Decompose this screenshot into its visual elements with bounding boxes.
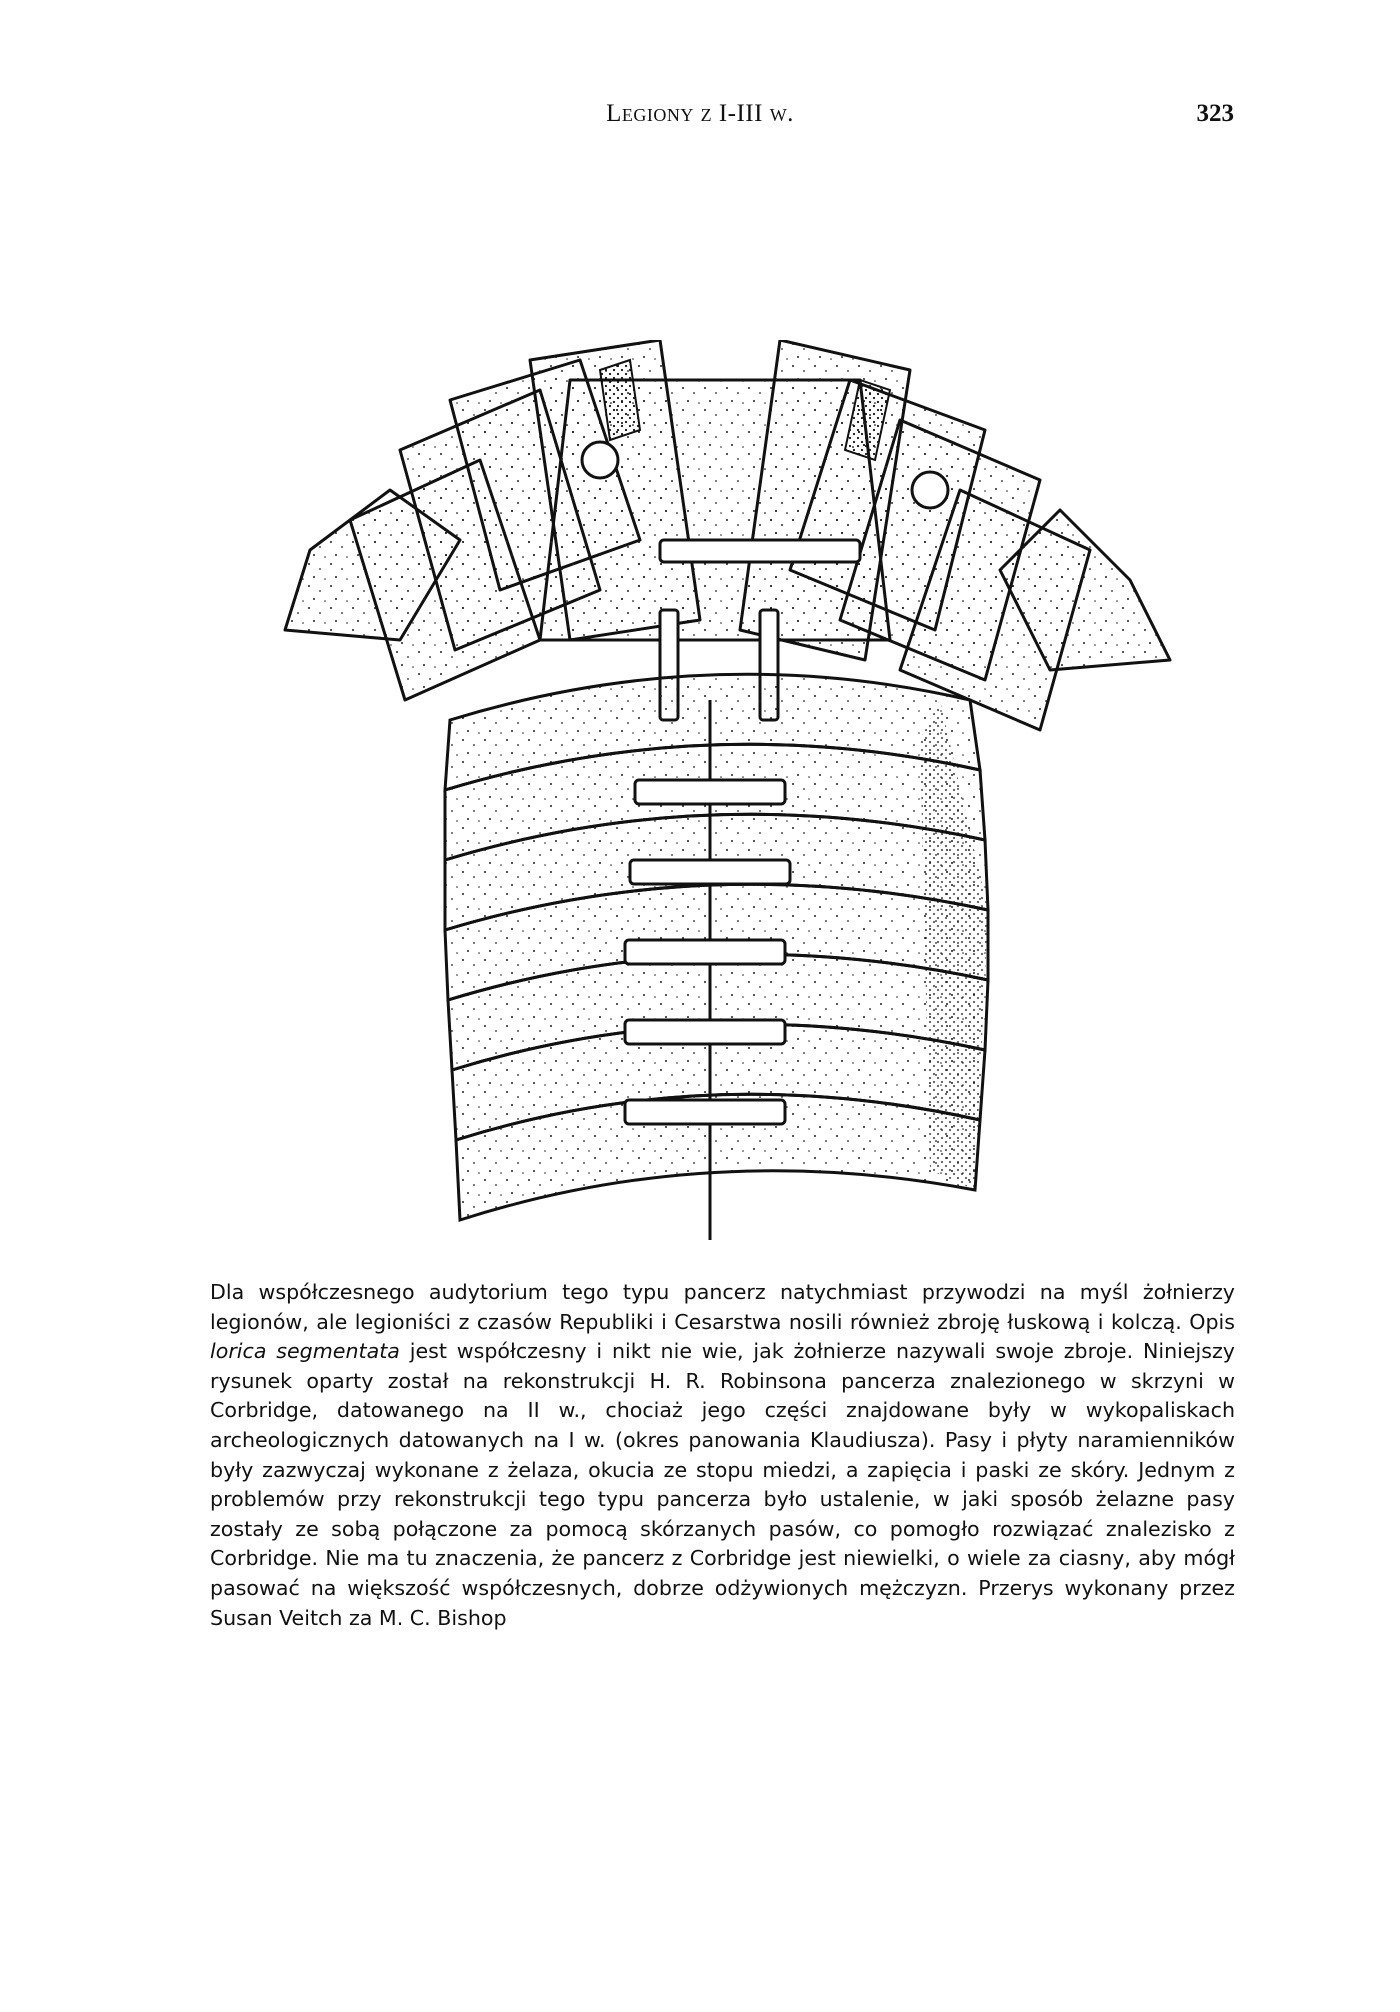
right-rosette	[912, 472, 948, 508]
running-head: Legiony z I-III w.	[606, 100, 794, 127]
tie-plate	[630, 860, 790, 884]
caption-text-2: jest współczesny i nikt nie wie, jak żołnierze nazywali swoje zbroje. Niniejszy rysunek oparty został na rekonstrukcji H. R. Robinsona pancerza znalezionego w skrzyni w Corbridge, datowanego na II w., chociaż jego części znajdowane były w wykopaliskach archeologicznych datowanych na I w. (okres panowania Klaudiusza). Pasy i płyty naramienników były zazwyczaj wykonane z żelaza, okucia ze stopu miedzi, a zapięcia i paski ze skóry. Jednym z problemów przy rekonstrukcji tego typu pancerza było ustalenie, w jaki sposób żelazne pasy zostały ze sobą połączone za pomocą skórzanych pasów, co pomogło rozwiązać znalezisko z Corbridge. Nie ma tu znaczenia, że pancerz z Corbridge jest niewielki, o wiele za ciasny, aby mógł pasować na większość współczesnych, dobrze odżywionych mężczyzn. Przerys wykonany przez Susan Veitch za M. C. Bishop	[210, 1339, 1235, 1630]
tie-plate	[625, 1100, 785, 1124]
lorica-segmentata-illustration	[240, 340, 1200, 1260]
tie-plate	[625, 940, 785, 964]
caption-text-1: Dla współczesnego audytorium tego typu pancerz natychmiast przywodzi na myśl żołnierzy legionów, ale legioniści z czasów Republiki i Cesarstwa nosili również zbroję łuskową i kolczą. Opis	[210, 1280, 1235, 1334]
caption-italic-term: lorica segmentata	[210, 1339, 400, 1364]
tie-plate	[635, 780, 785, 804]
page-number: 323	[1196, 100, 1234, 127]
tie-plate	[625, 1020, 785, 1044]
figure-caption	[210, 1278, 1235, 1633]
left-rosette	[582, 442, 618, 478]
chest-strap	[660, 540, 860, 562]
